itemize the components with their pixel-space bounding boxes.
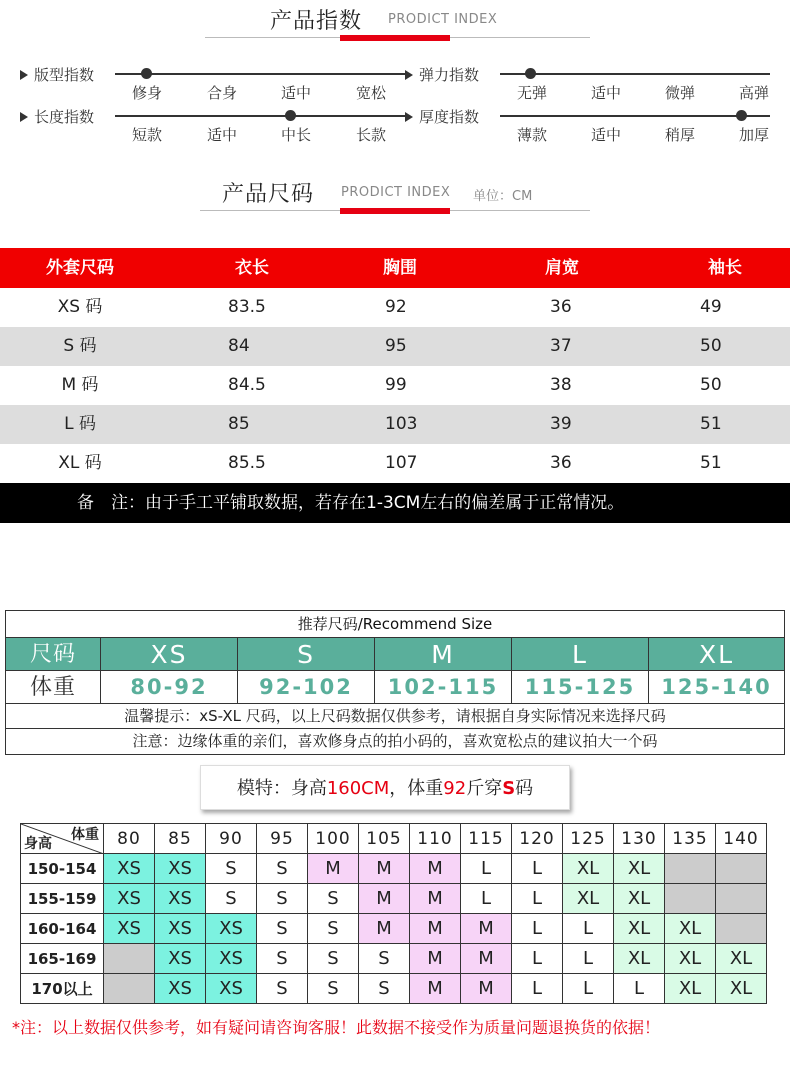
size-cell: S [308, 944, 359, 974]
table-cell: 85.5 [228, 453, 266, 473]
weight-header: 110 [410, 824, 461, 854]
weight-header: 125 [563, 824, 614, 854]
size-cell [665, 884, 716, 914]
model-weight: 92 [443, 778, 467, 799]
size-cell: S [257, 854, 308, 884]
size-cell: M [461, 914, 512, 944]
size-cell: M [375, 638, 512, 671]
header-cell: 肩宽 [545, 258, 579, 278]
header-cell: 外套尺码 [46, 258, 114, 278]
size-cell: XS [206, 914, 257, 944]
index-option: 无弹 [516, 84, 548, 102]
size-cell: XS [206, 944, 257, 974]
size-cell: M [359, 854, 410, 884]
size-cell: L [512, 854, 563, 884]
table-cell: 39 [550, 414, 572, 434]
table-cell: 95 [385, 336, 407, 356]
index-option: 薄款 [516, 126, 548, 144]
size-cell: M [461, 974, 512, 1004]
table-cell: XL 码 [58, 453, 102, 473]
size-cell [104, 974, 155, 1004]
size-cell: M [359, 884, 410, 914]
table-row [0, 444, 790, 483]
size-cell: XS [155, 974, 206, 1004]
size-cell: XS [155, 944, 206, 974]
size-cell: M [410, 974, 461, 1004]
size-title-en: PRODICT INDEX [341, 185, 451, 200]
table-cell: 51 [700, 414, 722, 434]
size-cell: XL [716, 974, 767, 1004]
weight-label: 体重 [6, 671, 101, 704]
size-cell: S [308, 884, 359, 914]
model-prefix: 模特：身高 [236, 778, 327, 799]
corner-height-label: 身高 [24, 836, 52, 852]
table-cell: 36 [550, 297, 572, 317]
chart-row [21, 854, 767, 884]
size-cell: M [359, 914, 410, 944]
recommend-title: 推荐尺码/Recommend Size [6, 611, 784, 638]
chart-row [21, 944, 767, 974]
weight-header: 105 [359, 824, 410, 854]
weight-header: 80 [104, 824, 155, 854]
weight-cell: 80-92 [101, 671, 238, 704]
index-label: 厚度指数 [419, 108, 480, 126]
index-option: 微弹 [664, 84, 696, 102]
recommend-size-row [6, 638, 784, 671]
index-row-elastic [405, 64, 780, 104]
index-option: 长款 [355, 126, 387, 144]
index-row-thickness [405, 106, 780, 146]
weight-cell: 92-102 [238, 671, 375, 704]
size-label: 尺码 [6, 638, 101, 671]
size-cell: XS [104, 914, 155, 944]
weight-header: 85 [155, 824, 206, 854]
table-row [0, 288, 790, 327]
index-option: 适中 [280, 84, 312, 102]
table-cell: 84 [228, 336, 250, 356]
footer-disclaimer: *注：以上数据仅供参考，如有疑问请咨询客服！此数据不接受作为质量问题退换货的依据！ [12, 1018, 661, 1037]
title-red-bar [340, 35, 450, 41]
index-marker [285, 110, 296, 121]
table-cell: 83.5 [228, 297, 266, 317]
table-cell: 37 [550, 336, 572, 356]
table-cell: 107 [385, 453, 418, 473]
weight-header: 115 [461, 824, 512, 854]
index-title-en: PRODICT INDEX [388, 12, 498, 27]
table-cell: 36 [550, 453, 572, 473]
size-cell: M [410, 944, 461, 974]
size-cell [716, 914, 767, 944]
table-row [0, 327, 790, 366]
size-cell: S [257, 914, 308, 944]
table-cell: 99 [385, 375, 407, 395]
index-marker [525, 68, 536, 79]
recommend-tip: 温馨提示：xS-XL 尺码，以上尺码数据仅供参考，请根据自身实际情况来选择尺码 [6, 704, 784, 729]
size-cell: L [512, 944, 563, 974]
size-note-bar [0, 483, 790, 523]
model-info [200, 765, 570, 810]
size-table-header [0, 248, 790, 288]
index-option: 加厚 [738, 126, 770, 144]
chart-header-row [21, 824, 767, 854]
size-cell: S [206, 884, 257, 914]
size-cell: XL [665, 974, 716, 1004]
product-index-title [0, 4, 790, 44]
index-label: 版型指数 [34, 66, 95, 84]
size-cell: S [206, 854, 257, 884]
size-cell: L [461, 854, 512, 884]
triangle-icon [405, 70, 413, 80]
weight-header: 100 [308, 824, 359, 854]
size-cell: XL [614, 914, 665, 944]
size-cell: L [563, 944, 614, 974]
size-cell: L [512, 914, 563, 944]
table-cell: 85 [228, 414, 250, 434]
size-cell: XL [614, 854, 665, 884]
size-cell: S [308, 974, 359, 1004]
size-cell: XS [104, 854, 155, 884]
height-cell: 160-164 [21, 914, 104, 944]
size-cell: XL [563, 884, 614, 914]
product-size-title [0, 177, 790, 217]
size-cell: XS [155, 854, 206, 884]
chart-row [21, 914, 767, 944]
index-row-length [20, 106, 395, 146]
index-option: 高弹 [738, 84, 770, 102]
table-cell: XS 码 [57, 297, 103, 317]
size-cell: XS [104, 884, 155, 914]
index-title-cn: 产品指数 [270, 9, 363, 34]
table-cell: 103 [385, 414, 418, 434]
header-cell: 袖长 [708, 258, 742, 278]
size-cell: L [512, 638, 649, 671]
size-cell [104, 944, 155, 974]
index-option: 宽松 [355, 84, 387, 102]
height-cell: 155-159 [21, 884, 104, 914]
corner-weight-label: 体重 [71, 827, 99, 843]
size-cell: S [359, 944, 410, 974]
table-cell: 50 [700, 336, 722, 356]
size-cell: L [563, 974, 614, 1004]
table-cell: 50 [700, 375, 722, 395]
size-cell [665, 854, 716, 884]
index-row-fit [20, 64, 395, 104]
size-cell: S [359, 974, 410, 1004]
chart-corner [21, 824, 104, 854]
triangle-icon [20, 70, 28, 80]
recommend-weight-row [6, 671, 784, 704]
size-cell: L [512, 884, 563, 914]
weight-header: 95 [257, 824, 308, 854]
model-suffix: 码 [515, 778, 534, 799]
table-cell: 92 [385, 297, 407, 317]
weight-cell: 115-125 [512, 671, 649, 704]
recommend-note: 注意：边缘体重的亲们，喜欢修身点的拍小码的，喜欢宽松点的建议拍大一个码 [132, 732, 658, 750]
size-cell: XL [716, 944, 767, 974]
header-cell: 衣长 [235, 258, 269, 278]
size-cell: S [257, 944, 308, 974]
table-cell: L 码 [64, 414, 96, 434]
weight-cell: 125-140 [649, 671, 784, 704]
weight-header: 130 [614, 824, 665, 854]
model-mid: ，体重 [389, 778, 444, 799]
size-cell: M [461, 944, 512, 974]
height-cell: 150-154 [21, 854, 104, 884]
table-row [0, 366, 790, 405]
table-cell: S 码 [63, 336, 97, 356]
triangle-icon [20, 112, 28, 122]
model-size: S [502, 778, 516, 799]
size-cell: XS [101, 638, 238, 671]
chart-row [21, 884, 767, 914]
size-cell: S [257, 974, 308, 1004]
weight-cell: 102-115 [375, 671, 512, 704]
table-cell: M 码 [61, 375, 99, 395]
index-option: 短款 [131, 126, 163, 144]
size-cell: XL [665, 944, 716, 974]
triangle-icon [405, 112, 413, 122]
size-title-cn: 产品尺码 [222, 182, 315, 207]
table-cell: 38 [550, 375, 572, 395]
note-key: 备 注： [77, 493, 145, 513]
size-unit: 单位：CM [473, 189, 533, 204]
index-marker [141, 68, 152, 79]
size-cell: M [410, 884, 461, 914]
size-cell: XL [614, 944, 665, 974]
size-cell: S [257, 884, 308, 914]
index-option: 适中 [206, 126, 238, 144]
size-cell [716, 884, 767, 914]
size-cell: XL [665, 914, 716, 944]
index-label: 弹力指数 [419, 66, 480, 84]
size-cell: XL [649, 638, 784, 671]
index-option: 修身 [131, 84, 163, 102]
index-option: 稍厚 [664, 126, 696, 144]
size-cell: XS [206, 974, 257, 1004]
size-cell: L [614, 974, 665, 1004]
size-cell [716, 854, 767, 884]
size-cell: S [308, 914, 359, 944]
size-table [0, 248, 790, 523]
weight-header: 90 [206, 824, 257, 854]
height-cell: 170以上 [21, 974, 104, 1004]
height-weight-chart [20, 823, 767, 1004]
height-cell: 165-169 [21, 944, 104, 974]
weight-header: 135 [665, 824, 716, 854]
size-cell: S [238, 638, 375, 671]
size-cell: XL [614, 884, 665, 914]
table-row [0, 405, 790, 444]
table-cell: 49 [700, 297, 722, 317]
weight-header: 120 [512, 824, 563, 854]
recommend-size-table [5, 610, 785, 755]
header-cell: 胸围 [383, 258, 417, 278]
model-height: 160CM [326, 778, 390, 799]
size-cell: M [410, 914, 461, 944]
size-cell: XS [155, 914, 206, 944]
size-cell: L [563, 914, 614, 944]
size-cell: M [410, 854, 461, 884]
weight-header: 140 [716, 824, 767, 854]
index-option: 适中 [590, 84, 622, 102]
title-red-bar [340, 208, 450, 214]
size-cell: L [512, 974, 563, 1004]
size-cell: XS [155, 884, 206, 914]
index-option: 适中 [590, 126, 622, 144]
size-cell: XL [563, 854, 614, 884]
table-cell: 84.5 [228, 375, 266, 395]
model-mid2: 斤穿 [466, 778, 503, 799]
index-label: 长度指数 [34, 108, 95, 126]
index-option: 合身 [206, 84, 238, 102]
note-value: 由于手工平铺取数据，若存在1-3CM左右的偏差属于正常情况。 [145, 493, 625, 513]
index-option: 中长 [280, 126, 312, 144]
index-marker [736, 110, 747, 121]
table-cell: 51 [700, 453, 722, 473]
size-cell: M [308, 854, 359, 884]
size-cell: L [461, 884, 512, 914]
chart-row [21, 974, 767, 1004]
